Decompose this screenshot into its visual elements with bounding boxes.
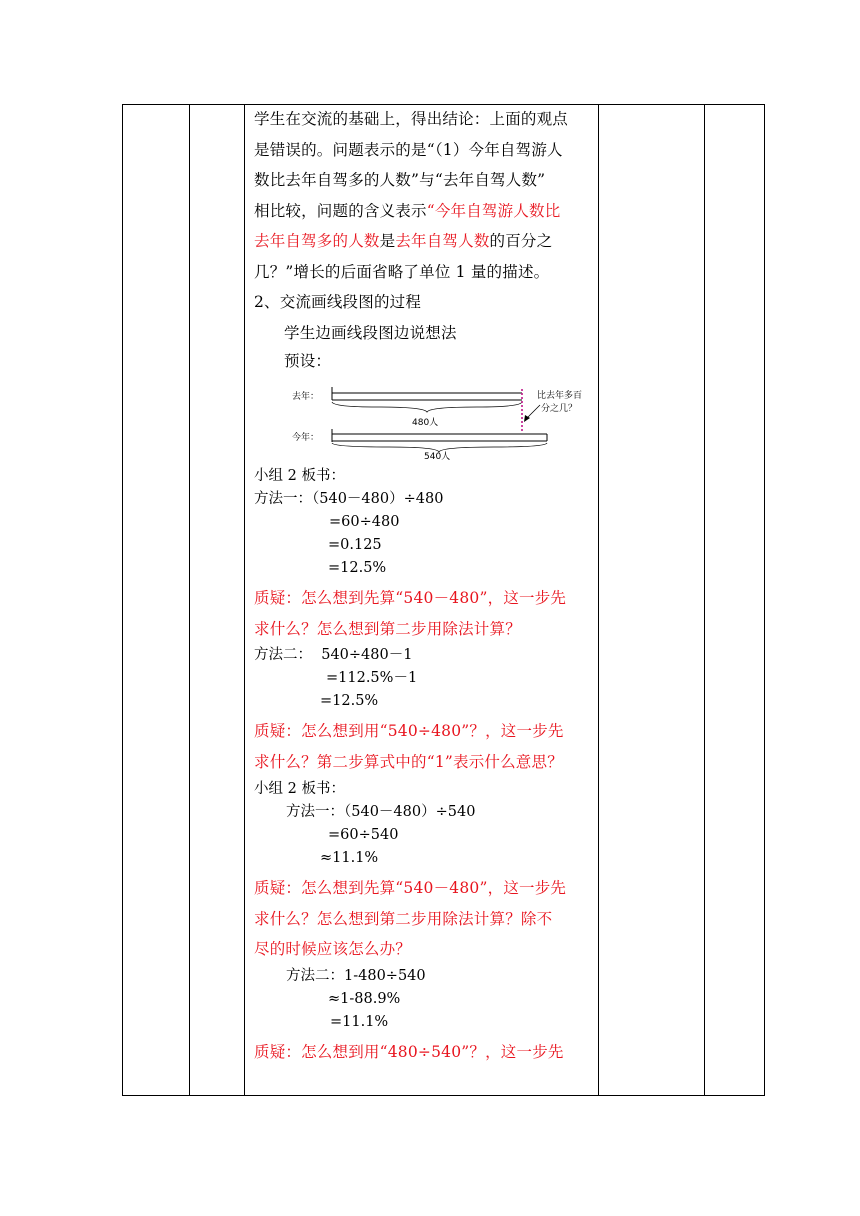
value-last-year: 480人	[412, 418, 439, 428]
value-this-year: 540人	[424, 452, 451, 462]
method-line: =112.5%－1	[326, 670, 418, 686]
method-line: 方法一：（540－480）÷480	[254, 491, 444, 507]
column-divider	[598, 105, 599, 1095]
question-line: 质疑：怎么想到先算“540－480”，这一步先	[254, 589, 567, 607]
group-title: 小组 2 板书：	[254, 468, 345, 484]
column-divider	[244, 105, 245, 1095]
question-line: 求什么？怎么想到第二步用除法计算？	[254, 619, 521, 638]
conclusion-highlight: “今年自驾游人数比	[426, 201, 561, 220]
label-this-year: 今年：	[292, 433, 320, 443]
conclusion-line: 学生在交流的基础上，得出结论：上面的观点	[254, 110, 569, 128]
conclusion-line	[254, 226, 596, 257]
question-line: 求什么？第二步算式中的“1”表示什么意思？	[254, 752, 563, 771]
question-line: 质疑：怎么想到先算“540－480”，这一步先	[254, 879, 567, 897]
method-line: =0.125	[328, 537, 382, 553]
question-text: 比去年多百	[537, 391, 583, 401]
question-line: 质疑：怎么想到用“480÷540”？，这一步先	[254, 1042, 564, 1061]
question-line: 质疑：怎么想到用“540÷480”？，这一步先	[254, 722, 564, 740]
lesson-content-cell	[254, 104, 596, 1067]
label-last-year: 去年：	[292, 392, 320, 402]
method-line: 方法一：（540－480）÷540	[286, 804, 476, 820]
conclusion-highlight: 去年自驾多的人数	[254, 232, 380, 250]
question-line: 求什么？怎么想到第二步用除法计算？除不	[254, 909, 553, 928]
question-line: 尽的时候应该怎么办？	[254, 940, 412, 958]
method-line: =11.1%	[330, 1013, 389, 1030]
method-line: ≈11.1%	[320, 850, 379, 866]
brace-last-year	[332, 402, 522, 412]
conclusion-text: 是	[379, 232, 396, 250]
method-line: ≈1-88.9%	[328, 990, 401, 1007]
column-divider	[704, 105, 705, 1095]
method-line: 方法二： 540÷480－1	[254, 647, 413, 663]
brace-this-year	[332, 443, 547, 452]
question-text: 分之几？	[541, 404, 578, 414]
method-line: =12.5%	[320, 693, 379, 709]
section-subtext: 学生边画线段图边说想法	[284, 323, 457, 342]
method-line: =60÷480	[329, 514, 400, 530]
section-heading: 2、交流画线段图的过程	[254, 293, 422, 311]
section-subtext: 预设：	[284, 352, 332, 370]
conclusion-line: 是错误的。问题表示的是“（1）今年自驾游人	[254, 140, 563, 159]
line-segment-diagram	[254, 382, 596, 462]
method-line: =12.5%	[328, 560, 387, 576]
conclusion-text: 的百分之	[489, 232, 553, 250]
method-line: 方法二：1-480÷540	[286, 967, 426, 984]
method-line: =60÷540	[328, 827, 399, 843]
column-divider	[189, 105, 190, 1095]
conclusion-highlight: 去年自驾人数	[395, 232, 490, 250]
group-title: 小组 2 板书：	[254, 781, 345, 797]
conclusion-line: 几？”增长的后面省略了单位 1 量的描述。	[254, 262, 550, 281]
conclusion-line: 数比去年自驾多的人数”与“去年自驾人数”	[254, 171, 546, 189]
conclusion-line	[254, 196, 596, 227]
conclusion-text: 相比较，问题的含义表示	[254, 201, 427, 220]
